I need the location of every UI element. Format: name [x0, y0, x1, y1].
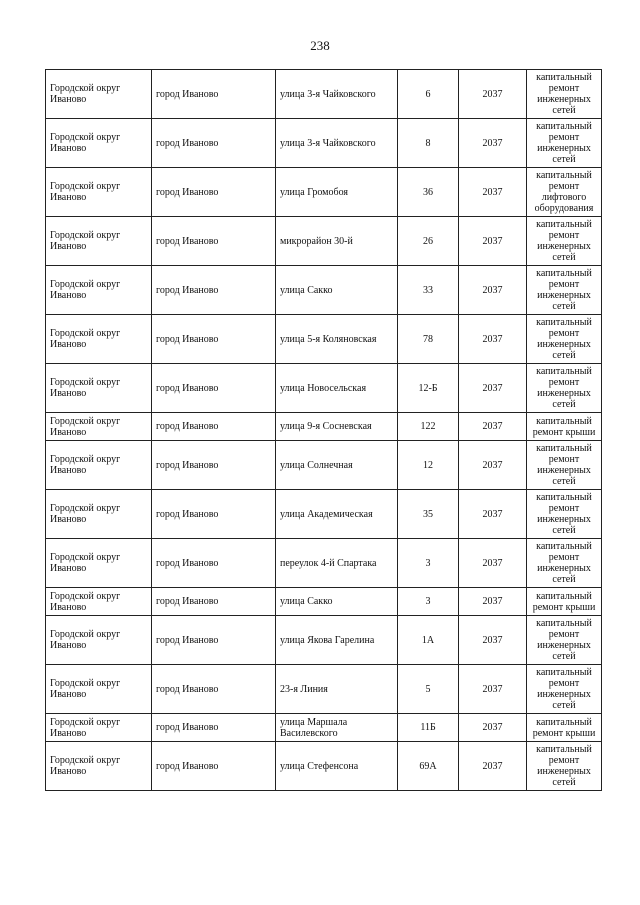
district-cell: Городской округ Иваново — [46, 315, 152, 364]
table-row — [46, 315, 602, 364]
district-cell: Городской округ Иваново — [46, 119, 152, 168]
work-cell: капитальный ремонт крыши — [527, 413, 602, 441]
year-cell: 2037 — [459, 665, 527, 714]
work-cell: капитальный ремонт инженерных сетей — [527, 364, 602, 413]
district-cell: Городской округ Иваново — [46, 413, 152, 441]
street-cell: улица Якова Гарелина — [276, 616, 398, 665]
city-cell: город Иваново — [152, 490, 276, 539]
house-cell: 3 — [398, 539, 459, 588]
house-cell: 78 — [398, 315, 459, 364]
work-cell: капитальный ремонт инженерных сетей — [527, 742, 602, 791]
street-cell: улица 9-я Сосневская — [276, 413, 398, 441]
page-number: 238 — [310, 38, 330, 53]
house-cell: 26 — [398, 217, 459, 266]
year-cell: 2037 — [459, 413, 527, 441]
city-cell: город Иваново — [152, 616, 276, 665]
city-cell: город Иваново — [152, 119, 276, 168]
table-row — [46, 588, 602, 616]
house-cell: 33 — [398, 266, 459, 315]
city-cell: город Иваново — [152, 441, 276, 490]
year-cell: 2037 — [459, 364, 527, 413]
work-cell: капитальный ремонт инженерных сетей — [527, 266, 602, 315]
table-row — [46, 413, 602, 441]
district-cell: Городской округ Иваново — [46, 70, 152, 119]
street-cell: микрорайон 30-й — [276, 217, 398, 266]
work-cell: капитальный ремонт крыши — [527, 588, 602, 616]
street-cell: улица Сакко — [276, 588, 398, 616]
year-cell: 2037 — [459, 539, 527, 588]
district-cell: Городской округ Иваново — [46, 539, 152, 588]
city-cell: город Иваново — [152, 742, 276, 791]
house-cell: 5 — [398, 665, 459, 714]
year-cell: 2037 — [459, 490, 527, 539]
district-cell: Городской округ Иваново — [46, 364, 152, 413]
district-cell: Городской округ Иваново — [46, 714, 152, 742]
city-cell: город Иваново — [152, 168, 276, 217]
street-cell: улица Сакко — [276, 266, 398, 315]
street-cell: улица Солнечная — [276, 441, 398, 490]
table-row — [46, 665, 602, 714]
year-cell: 2037 — [459, 315, 527, 364]
table-row — [46, 266, 602, 315]
district-cell: Городской округ Иваново — [46, 217, 152, 266]
street-cell: улица 3-я Чайковского — [276, 119, 398, 168]
house-cell: 1А — [398, 616, 459, 665]
city-cell: город Иваново — [152, 217, 276, 266]
house-cell: 12-Б — [398, 364, 459, 413]
year-cell: 2037 — [459, 266, 527, 315]
work-cell: капитальный ремонт инженерных сетей — [527, 665, 602, 714]
street-cell: улица Академическая — [276, 490, 398, 539]
year-cell: 2037 — [459, 588, 527, 616]
year-cell: 2037 — [459, 70, 527, 119]
work-cell: капитальный ремонт инженерных сетей — [527, 217, 602, 266]
city-cell: город Иваново — [152, 714, 276, 742]
district-cell: Городской округ Иваново — [46, 742, 152, 791]
work-cell: капитальный ремонт инженерных сетей — [527, 616, 602, 665]
street-cell: улица 3-я Чайковского — [276, 70, 398, 119]
district-cell: Городской округ Иваново — [46, 168, 152, 217]
street-cell: улица Маршала Василевского — [276, 714, 398, 742]
street-cell: 23-я Линия — [276, 665, 398, 714]
city-cell: город Иваново — [152, 539, 276, 588]
table-row — [46, 742, 602, 791]
district-cell: Городской округ Иваново — [46, 441, 152, 490]
city-cell: город Иваново — [152, 364, 276, 413]
street-cell: переулок 4-й Спартака — [276, 539, 398, 588]
city-cell: город Иваново — [152, 315, 276, 364]
district-cell: Городской округ Иваново — [46, 616, 152, 665]
house-cell: 11Б — [398, 714, 459, 742]
district-cell: Городской округ Иваново — [46, 266, 152, 315]
work-cell: капитальный ремонт инженерных сетей — [527, 315, 602, 364]
table-row — [46, 714, 602, 742]
house-cell: 12 — [398, 441, 459, 490]
work-cell: капитальный ремонт крыши — [527, 714, 602, 742]
table-row — [46, 490, 602, 539]
work-cell: капитальный ремонт лифтового оборудования — [527, 168, 602, 217]
house-cell: 122 — [398, 413, 459, 441]
house-cell: 8 — [398, 119, 459, 168]
house-cell: 6 — [398, 70, 459, 119]
district-cell: Городской округ Иваново — [46, 665, 152, 714]
year-cell: 2037 — [459, 441, 527, 490]
year-cell: 2037 — [459, 217, 527, 266]
work-cell: капитальный ремонт инженерных сетей — [527, 539, 602, 588]
year-cell: 2037 — [459, 714, 527, 742]
house-cell: 69А — [398, 742, 459, 791]
table-row — [46, 539, 602, 588]
district-cell: Городской округ Иваново — [46, 490, 152, 539]
year-cell: 2037 — [459, 119, 527, 168]
work-cell: капитальный ремонт инженерных сетей — [527, 490, 602, 539]
work-cell: капитальный ремонт инженерных сетей — [527, 70, 602, 119]
year-cell: 2037 — [459, 168, 527, 217]
repair-schedule-table — [45, 69, 602, 791]
street-cell: улица Громобоя — [276, 168, 398, 217]
street-cell: улица Новосельская — [276, 364, 398, 413]
house-cell: 3 — [398, 588, 459, 616]
city-cell: город Иваново — [152, 413, 276, 441]
work-cell: капитальный ремонт инженерных сетей — [527, 119, 602, 168]
table-row — [46, 364, 602, 413]
street-cell: улица Стефенсона — [276, 742, 398, 791]
table-row — [46, 441, 602, 490]
district-cell: Городской округ Иваново — [46, 588, 152, 616]
city-cell: город Иваново — [152, 588, 276, 616]
street-cell: улица 5-я Коляновская — [276, 315, 398, 364]
city-cell: город Иваново — [152, 665, 276, 714]
city-cell: город Иваново — [152, 266, 276, 315]
table-row — [46, 217, 602, 266]
table-row — [46, 119, 602, 168]
table-row — [46, 168, 602, 217]
work-cell: капитальный ремонт инженерных сетей — [527, 441, 602, 490]
year-cell: 2037 — [459, 616, 527, 665]
year-cell: 2037 — [459, 742, 527, 791]
house-cell: 35 — [398, 490, 459, 539]
table-row — [46, 616, 602, 665]
city-cell: город Иваново — [152, 70, 276, 119]
house-cell: 36 — [398, 168, 459, 217]
table-row — [46, 70, 602, 119]
